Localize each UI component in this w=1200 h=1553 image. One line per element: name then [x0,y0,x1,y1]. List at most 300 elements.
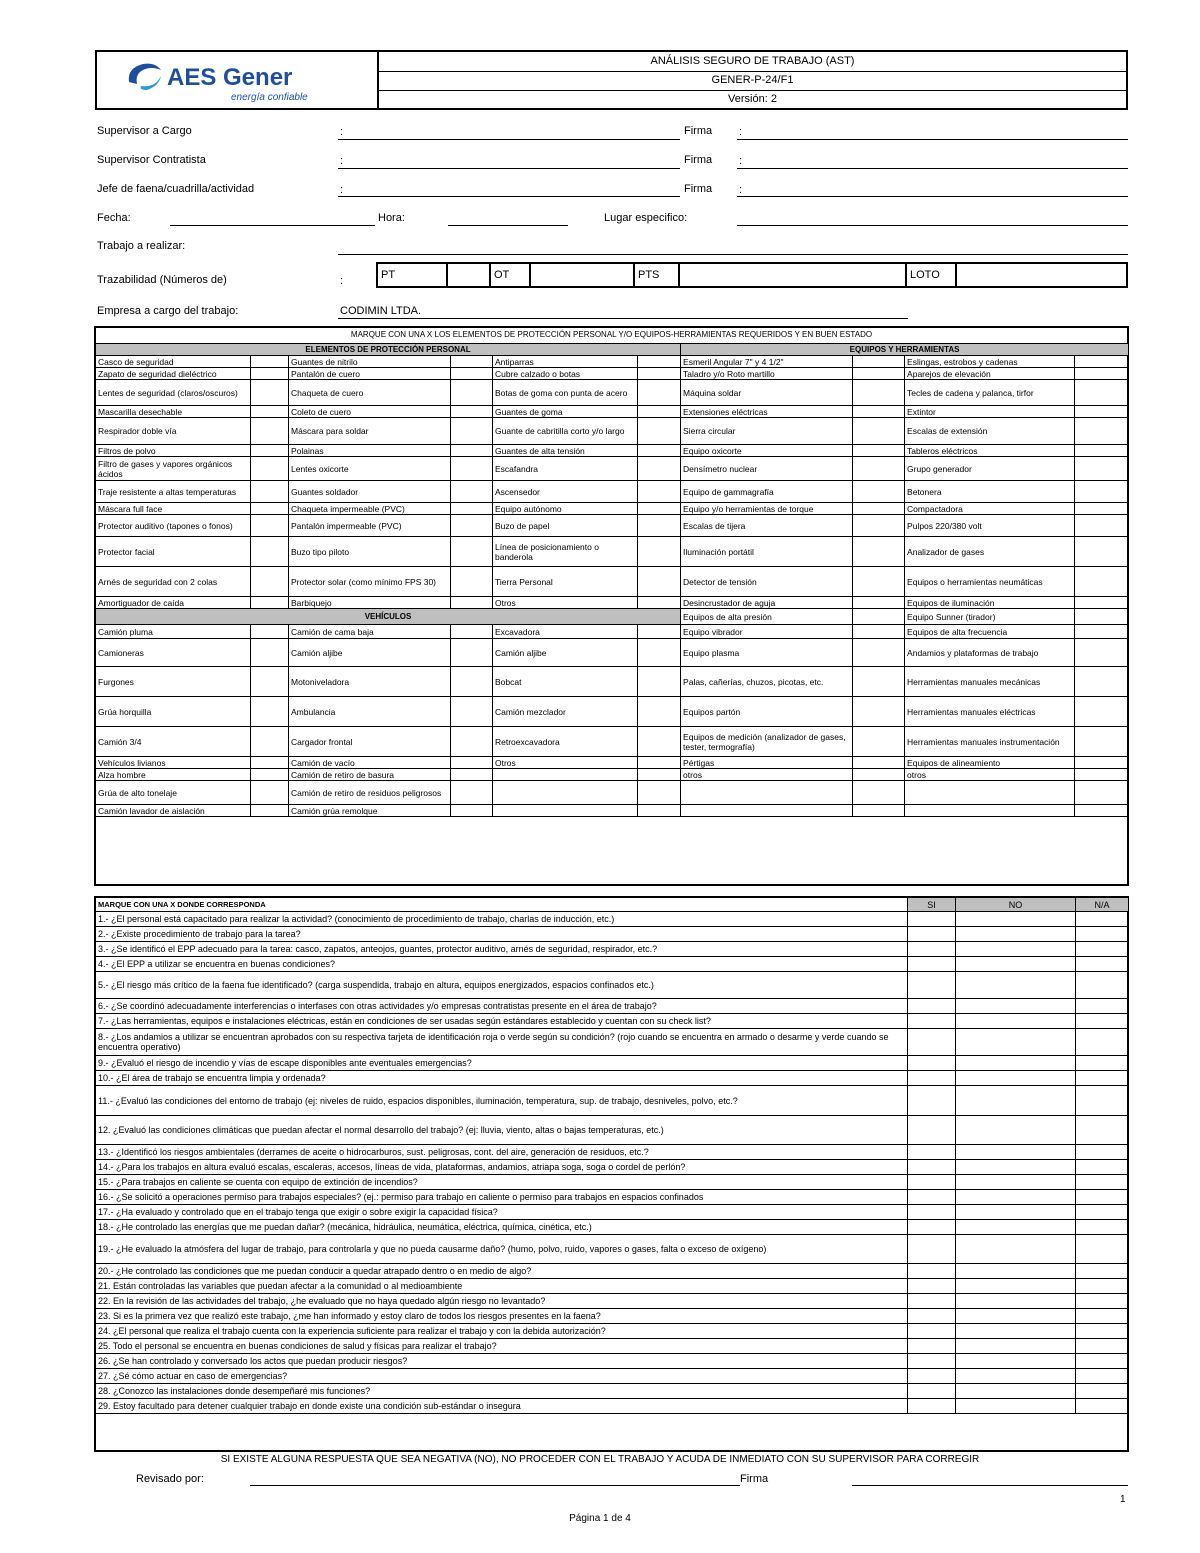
item-label: otros [681,769,853,781]
answer-si-cell[interactable] [908,1235,956,1264]
checkbox-cell[interactable] [451,515,493,537]
item-label: Camión de cama baja [289,625,451,639]
checkbox-cell[interactable] [451,567,493,597]
checkbox-cell[interactable] [251,515,289,537]
answer-na-cell[interactable] [1076,1264,1129,1279]
trz-ot-value[interactable] [529,262,635,288]
answer-na-cell[interactable] [1076,1235,1129,1264]
question-text: 7.- ¿Las herramientas, equipos e instalaciones eléctricas, están en condiciones de ser usadas según estándares establecido y cuentan con su check list? [96,1014,908,1029]
answer-no-cell[interactable] [956,1190,1076,1205]
answer-si-cell[interactable] [908,1014,956,1029]
answer-na-cell[interactable] [1076,1190,1129,1205]
checkbox-cell[interactable] [853,537,905,567]
checkbox-cell[interactable] [451,457,493,481]
answer-no-cell[interactable] [956,1369,1076,1384]
question-text: 27. ¿Sé cómo actuar en caso de emergencias? [96,1369,908,1384]
answer-si-cell[interactable] [908,972,956,999]
checkbox-cell[interactable] [853,481,905,503]
answer-na-cell[interactable] [1076,957,1129,972]
question-text: 25. Todo el personal se encuentra en buenas condiciones de salud y físicas para realizar el trabajo? [96,1339,908,1354]
item-label: Camión 3/4 [96,727,251,757]
checkbox-cell[interactable] [638,503,681,515]
checkbox-cell[interactable] [251,567,289,597]
checkbox-cell[interactable] [251,727,289,757]
answer-no-cell[interactable] [956,912,1076,927]
checkbox-cell[interactable] [1075,639,1129,667]
answer-no-cell[interactable] [956,1014,1076,1029]
trz-pts-value[interactable] [678,262,907,288]
answer-no-cell[interactable] [956,1160,1076,1175]
item-label: Otros [493,757,638,769]
answer-na-cell[interactable] [1076,1324,1129,1339]
colon: : [739,126,743,138]
trz-loto-box[interactable]: LOTO [905,262,957,288]
answer-na-cell[interactable] [1076,1056,1129,1071]
lugar-field[interactable] [737,225,1128,226]
item-label: Buzo tipo piloto [289,537,451,567]
checkbox-cell[interactable] [1075,567,1129,597]
checkbox-cell[interactable] [1075,697,1129,727]
checkbox-cell[interactable] [451,769,493,781]
answer-si-cell[interactable] [908,957,956,972]
item-label [681,805,853,817]
checkbox-cell[interactable] [451,406,493,418]
answer-na-cell[interactable] [1076,1116,1129,1145]
checkbox-cell[interactable] [638,457,681,481]
item-label: Grúa horquilla [96,697,251,727]
item-label: Tableros eléctricos [905,445,1075,457]
question-text: 18.- ¿He controlado las energías que me puedan dañar? (mecánica, hidráulica, neumática, eléctrica, química, cinética, etc.) [96,1220,908,1235]
revisado-firma-field[interactable] [852,1485,1128,1486]
answer-si-cell[interactable] [908,1324,956,1339]
checkbox-cell[interactable] [251,639,289,667]
answer-no-cell[interactable] [956,1324,1076,1339]
checkbox-cell[interactable] [451,445,493,457]
trz-loto-value[interactable] [955,262,1128,288]
item-label: Máquina soldar [681,380,853,406]
answer-na-cell[interactable] [1076,1071,1129,1086]
checkbox-cell[interactable] [1075,406,1129,418]
trabajo-label: Trabajo a realizar: [97,240,186,252]
checkbox-cell[interactable] [451,380,493,406]
checkbox-cell[interactable] [451,667,493,697]
checkbox-cell[interactable] [638,667,681,697]
question-text: 14.- ¿Para los trabajos en altura evaluó escalas, escaleras, accesos, líneas de vida, plataformas, andamios, atriapa soga, soga o cordel de perlón? [96,1160,908,1175]
checkbox-cell[interactable] [1075,356,1129,368]
col-si: SI [908,898,956,912]
checkbox-cell[interactable] [638,727,681,757]
checkbox-cell[interactable] [451,356,493,368]
checkbox-cell[interactable] [251,667,289,697]
answer-na-cell[interactable] [1076,1294,1129,1309]
answer-no-cell[interactable] [956,927,1076,942]
answer-na-cell[interactable] [1076,1369,1129,1384]
checkbox-cell[interactable] [451,727,493,757]
question-text: 6.- ¿Se coordinó adecuadamente interferencias o interfases con otras actividades y/o empresas contratistas presente en el área de trabajo? [96,999,908,1014]
trz-pt-value[interactable] [446,262,491,288]
checkbox-cell[interactable] [853,418,905,445]
logo-tagline: energía confiable [231,92,308,103]
checkbox-cell[interactable] [451,757,493,769]
checklist-table [95,897,1129,1414]
item-label: Ambulancia [289,697,451,727]
item-label: Camión pluma [96,625,251,639]
checkbox-cell[interactable] [638,481,681,503]
checkbox-cell[interactable] [251,356,289,368]
checkbox-cell[interactable] [251,457,289,481]
answer-no-cell[interactable] [956,999,1076,1014]
item-label: Lentes de seguridad (claros/oscuros) [96,380,251,406]
question-text: 8.- ¿Los andamios a utilizar se encuentran aprobados con su respectiva tarjeta de identificación roja o verde según su condición? (rojo cuando se encuentra en armado o desarme y verde cuando se encuentra operativo) [96,1029,908,1056]
item-label: Guantes de alta tensión [493,445,638,457]
checkbox-cell[interactable] [638,625,681,639]
answer-na-cell[interactable] [1076,927,1129,942]
answer-na-cell[interactable] [1076,1175,1129,1190]
checkbox-cell[interactable] [251,368,289,380]
answer-na-cell[interactable] [1076,1086,1129,1116]
answer-na-cell[interactable] [1076,1384,1129,1399]
checkbox-cell[interactable] [1075,625,1129,639]
checkbox-cell[interactable] [1075,368,1129,380]
empresa-field[interactable] [338,318,908,319]
trazabilidad-label: Trazabilidad (Números de) [97,274,227,286]
checkbox-cell[interactable] [853,368,905,380]
item-label [493,805,638,817]
jefe-faena-field[interactable] [338,196,680,197]
item-label: Buzo de papel [493,515,638,537]
checkbox-cell[interactable] [251,380,289,406]
answer-si-cell[interactable] [908,927,956,942]
answer-si-cell[interactable] [908,1309,956,1324]
checkbox-cell[interactable] [853,667,905,697]
checkbox-cell[interactable] [1075,805,1129,817]
answer-si-cell[interactable] [908,1384,956,1399]
checkbox-cell[interactable] [853,380,905,406]
firma-field-2[interactable] [737,168,1128,169]
checkbox-cell[interactable] [638,406,681,418]
question-text: 26. ¿Se han controlado y conversado los actos que puedan producir riesgos? [96,1354,908,1369]
answer-si-cell[interactable] [908,1399,956,1414]
answer-si-cell[interactable] [908,1205,956,1220]
item-label: Palas, cañerías, chuzos, picotas, etc. [681,667,853,697]
checkbox-cell[interactable] [853,697,905,727]
checkbox-cell[interactable] [853,805,905,817]
checkbox-cell[interactable] [853,457,905,481]
answer-si-cell[interactable] [908,1190,956,1205]
checkbox-cell[interactable] [1075,597,1129,609]
checkbox-cell[interactable] [251,406,289,418]
aes-logo-icon [125,60,165,92]
answer-na-cell[interactable] [1076,1339,1129,1354]
question-text: 2.- ¿Existe procedimiento de trabajo para la tarea? [96,927,908,942]
item-label: Cubre calzado o botas [493,368,638,380]
answer-no-cell[interactable] [956,1086,1076,1116]
answer-no-cell[interactable] [956,1056,1076,1071]
checkbox-cell[interactable] [853,609,905,625]
checkbox-cell[interactable] [853,567,905,597]
checkbox-cell[interactable] [251,757,289,769]
checkbox-cell[interactable] [853,639,905,667]
item-label: Camión de retiro de residuos peligrosos [289,781,451,805]
checkbox-cell[interactable] [853,625,905,639]
checkbox-cell[interactable] [451,639,493,667]
checkbox-cell[interactable] [251,445,289,457]
answer-na-cell[interactable] [1076,1220,1129,1235]
answer-na-cell[interactable] [1076,1029,1129,1056]
checkbox-cell[interactable] [638,515,681,537]
checkbox-cell[interactable] [1075,515,1129,537]
answer-no-cell[interactable] [956,1220,1076,1235]
answer-si-cell[interactable] [908,942,956,957]
answer-si-cell[interactable] [908,1279,956,1294]
checkbox-cell[interactable] [853,515,905,537]
item-label: Pantalón de cuero [289,368,451,380]
question-text: 24. ¿El personal que realiza el trabajo cuenta con la experiencia suficiente para realizar el trabajo y con la debida autorización? [96,1324,908,1339]
checkbox-cell[interactable] [638,697,681,727]
item-label: Equipo plasma [681,639,853,667]
checkbox-cell[interactable] [1075,457,1129,481]
item-label: Máscara para soldar [289,418,451,445]
checkbox-cell[interactable] [638,537,681,567]
answer-no-cell[interactable] [956,1175,1076,1190]
item-label: Equipos partón [681,697,853,727]
checkbox-cell[interactable] [853,769,905,781]
answer-na-cell[interactable] [1076,1205,1129,1220]
hora-field[interactable] [448,225,568,226]
firma-field-3[interactable] [737,196,1128,197]
item-label: Camión mezclador [493,697,638,727]
checkbox-cell[interactable] [638,445,681,457]
item-label: Lentes oxicorte [289,457,451,481]
checkbox-cell[interactable] [251,625,289,639]
checkbox-cell[interactable] [1075,537,1129,567]
answer-no-cell[interactable] [956,1399,1076,1414]
revisado-field[interactable] [250,1485,740,1486]
item-label: Vehículos livianos [96,757,251,769]
trz-pts-box[interactable]: PTS [633,262,680,288]
answer-si-cell[interactable] [908,1354,956,1369]
answer-no-cell[interactable] [956,957,1076,972]
checkbox-cell[interactable] [1075,503,1129,515]
checkbox-cell[interactable] [638,567,681,597]
item-label [681,781,853,805]
question-text: 19.- ¿He evaluado la atmósfera del lugar de trabajo, para controlarla y que no pueda causarme daño? (humo, polvo, ruido, vapores o gases, falta o exceso de oxígeno) [96,1235,908,1264]
firma-field-1[interactable] [737,139,1128,140]
checkbox-cell[interactable] [1075,445,1129,457]
revisado-label: Revisado por: [136,1473,204,1485]
checkbox-cell[interactable] [451,537,493,567]
checkbox-cell[interactable] [251,697,289,727]
checkbox-cell[interactable] [853,757,905,769]
checkbox-cell[interactable] [853,781,905,805]
answer-no-cell[interactable] [956,1235,1076,1264]
answer-na-cell[interactable] [1076,1399,1129,1414]
item-label: Protector solar (como mínimo FPS 30) [289,567,451,597]
answer-si-cell[interactable] [908,1264,956,1279]
page-label: Página 1 de 4 [569,1513,631,1524]
item-label: Equipos de medición (analizador de gases, tester, termografía) [681,727,853,757]
answer-no-cell[interactable] [956,1264,1076,1279]
checkbox-cell[interactable] [638,757,681,769]
answer-na-cell[interactable] [1076,1160,1129,1175]
answer-no-cell[interactable] [956,1279,1076,1294]
answer-si-cell[interactable] [908,1056,956,1071]
answer-na-cell[interactable] [1076,1014,1129,1029]
answer-si-cell[interactable] [908,999,956,1014]
checkbox-cell[interactable] [451,503,493,515]
answer-si-cell[interactable] [908,1339,956,1354]
checkbox-cell[interactable] [853,503,905,515]
item-label: Pantalón impermeable (PVC) [289,515,451,537]
question-text: 16.- ¿Se solicitó a operaciones permiso para trabajos especiales? (ej.: permiso para trabajo en caliente o permiso para trabajos en espacios confinados [96,1190,908,1205]
answer-na-cell[interactable] [1076,942,1129,957]
checkbox-cell[interactable] [451,418,493,445]
item-label: Taladro y/o Roto martillo [681,368,853,380]
question-text: 22. En la revisión de las actividades del trabajo, ¿he evaluado que no haya quedado algún riesgo no levantado? [96,1294,908,1309]
answer-no-cell[interactable] [956,1029,1076,1056]
checkbox-cell[interactable] [451,697,493,727]
item-label: Excavadora [493,625,638,639]
supervisor-cargo-field[interactable] [338,139,680,140]
answer-no-cell[interactable] [956,1116,1076,1145]
item-label: Línea de posicionamiento o banderola [493,537,638,567]
question-text: 28. ¿Conozco las instalaciones donde desempeñaré mis funciones? [96,1384,908,1399]
checkbox-cell[interactable] [1075,727,1129,757]
empresa-label: Empresa a cargo del trabajo: [97,305,239,317]
checkbox-cell[interactable] [251,503,289,515]
checkbox-cell[interactable] [853,356,905,368]
trz-pt-box[interactable]: PT [376,262,448,288]
answer-si-cell[interactable] [908,1175,956,1190]
item-label: Arnés de seguridad con 2 colas [96,567,251,597]
item-label [493,781,638,805]
checkbox-cell[interactable] [451,805,493,817]
trabajo-field[interactable] [338,254,1128,255]
checkbox-cell[interactable] [638,418,681,445]
checkbox-cell[interactable] [638,597,681,609]
checkbox-cell[interactable] [251,537,289,567]
answer-no-cell[interactable] [956,1205,1076,1220]
answer-si-cell[interactable] [908,1145,956,1160]
answer-si-cell[interactable] [908,1160,956,1175]
answer-na-cell[interactable] [1076,1279,1129,1294]
checkbox-cell[interactable] [638,356,681,368]
checkbox-cell[interactable] [451,625,493,639]
firma-label: Firma [684,154,713,166]
checkbox-cell[interactable] [1075,769,1129,781]
answer-si-cell[interactable] [908,1116,956,1145]
checkbox-cell[interactable] [251,597,289,609]
checkbox-cell[interactable] [638,781,681,805]
question-text: 9.- ¿Evaluó el riesgo de incendio y vías de escape disponibles ante eventuales emergencias? [96,1056,908,1071]
checkbox-cell[interactable] [451,781,493,805]
answer-no-cell[interactable] [956,1145,1076,1160]
answer-na-cell[interactable] [1076,1309,1129,1324]
checkbox-cell[interactable] [451,597,493,609]
checkbox-cell[interactable] [251,418,289,445]
checkbox-cell[interactable] [853,727,905,757]
checkbox-cell[interactable] [251,769,289,781]
answer-no-cell[interactable] [956,1339,1076,1354]
checkbox-cell[interactable] [251,805,289,817]
colon: : [739,155,743,167]
trz-ot-box[interactable]: OT [489,262,531,288]
answer-si-cell[interactable] [908,1294,956,1309]
checkbox-cell[interactable] [1075,757,1129,769]
answer-no-cell[interactable] [956,1384,1076,1399]
checkbox-cell[interactable] [251,481,289,503]
checkbox-cell[interactable] [1075,481,1129,503]
answer-na-cell[interactable] [1076,1145,1129,1160]
checkbox-cell[interactable] [853,445,905,457]
answer-no-cell[interactable] [956,972,1076,999]
item-label: Herramientas manuales instrumentación [905,727,1075,757]
answer-si-cell[interactable] [908,1071,956,1086]
answer-na-cell[interactable] [1076,912,1129,927]
answer-na-cell[interactable] [1076,1354,1129,1369]
checkbox-cell[interactable] [1075,667,1129,697]
answer-no-cell[interactable] [956,1071,1076,1086]
fecha-field[interactable] [170,225,375,226]
answer-no-cell[interactable] [956,1309,1076,1324]
item-label: otros [905,769,1075,781]
answer-no-cell[interactable] [956,942,1076,957]
answer-si-cell[interactable] [908,1029,956,1056]
question-text: 13.- ¿Identificó los riesgos ambientales (derrames de aceite o hidrocarburos, sust. peligrosas, cont. del aire, generación de residuos, etc.? [96,1145,908,1160]
checkbox-cell[interactable] [1075,609,1129,625]
item-label: Escafandra [493,457,638,481]
fecha-label: Fecha: [97,212,131,224]
item-label: Protector facial [96,537,251,567]
supervisor-contratista-field[interactable] [338,168,680,169]
item-label: Equipos de alta presión [681,609,853,625]
checkbox-cell[interactable] [251,781,289,805]
checkbox-cell[interactable] [451,481,493,503]
checkbox-cell[interactable] [638,368,681,380]
checkbox-cell[interactable] [853,406,905,418]
checkbox-cell[interactable] [638,769,681,781]
answer-na-cell[interactable] [1076,972,1129,999]
item-label: Desincrustador de aguja [681,597,853,609]
question-text: 12. ¿Evaluó las condiciones climáticas que puedan afectar el normal desarrollo del trabajo? (ej: lluvia, viento, altas o bajas temperaturas, etc.) [96,1116,908,1145]
answer-na-cell[interactable] [1076,999,1129,1014]
answer-si-cell[interactable] [908,1369,956,1384]
question-text: 10.- ¿El área de trabajo se encuentra limpia y ordenada? [96,1071,908,1086]
checkbox-cell[interactable] [1075,380,1129,406]
checkbox-cell[interactable] [853,597,905,609]
checkbox-cell[interactable] [638,639,681,667]
item-label: Grúa de alto tonelaje [96,781,251,805]
item-label [905,805,1075,817]
item-label: Equipos o herramientas neumáticas [905,567,1075,597]
checkbox-cell[interactable] [1075,781,1129,805]
answer-no-cell[interactable] [956,1354,1076,1369]
answer-si-cell[interactable] [908,1220,956,1235]
checkbox-cell[interactable] [451,368,493,380]
question-text: 21. Están controladas las variables que puedan afectar a la comunidad o al medioambiente [96,1279,908,1294]
equipos-header: EQUIPOS Y HERRAMIENTAS [681,344,1129,356]
checkbox-cell[interactable] [638,805,681,817]
answer-no-cell[interactable] [956,1294,1076,1309]
item-label: Camión aljibe [493,639,638,667]
answer-si-cell[interactable] [908,912,956,927]
item-label: Retroexcavadora [493,727,638,757]
item-label: Máscara full face [96,503,251,515]
checkbox-cell[interactable] [638,380,681,406]
item-label: Protector auditivo (tapones o fonos) [96,515,251,537]
answer-si-cell[interactable] [908,1086,956,1116]
checkbox-cell[interactable] [1075,418,1129,445]
